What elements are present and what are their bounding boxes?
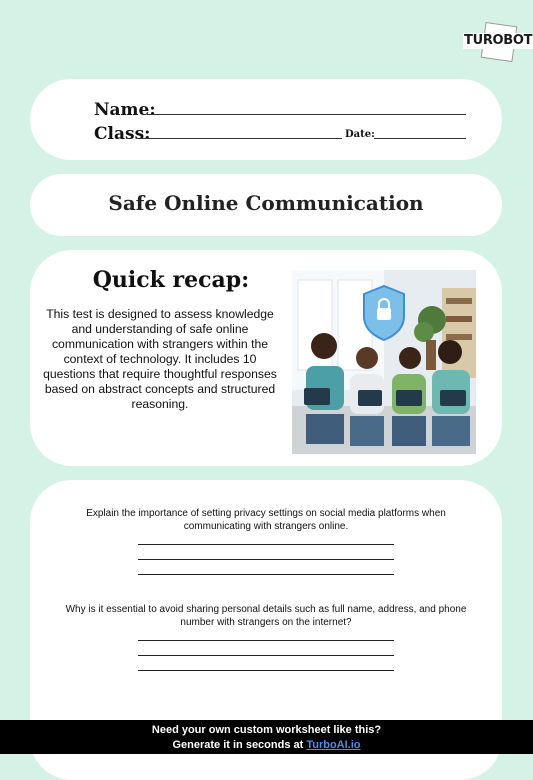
recap-text: This test is designed to assess knowledge and understanding of safe online communication with strangers within the context of technology. It includes 10 questions that require thoughtful responses based on abstract concepts and structured reasoning. xyxy=(43,307,277,411)
question-1: Explain the importance of setting privacy settings on social media platforms when communicating with strangers online. xyxy=(86,508,446,532)
name-field[interactable] xyxy=(147,114,466,115)
recap-heading: Quick recap: xyxy=(92,267,250,293)
answer-line[interactable] xyxy=(138,670,394,671)
class-field[interactable] xyxy=(141,138,342,139)
answer-line[interactable] xyxy=(138,544,394,545)
children-with-tablets-image xyxy=(292,270,476,454)
answer-line[interactable] xyxy=(138,559,394,560)
name-label: Name: xyxy=(94,100,156,120)
date-field[interactable] xyxy=(374,138,466,139)
answer-line[interactable] xyxy=(138,640,394,641)
answer-line[interactable] xyxy=(138,655,394,656)
turbo-link[interactable]: TurboAI.io xyxy=(306,739,361,751)
promo-footer xyxy=(0,720,533,754)
class-label: Class: xyxy=(94,124,151,144)
footer-prefix: Generate it in seconds at xyxy=(172,739,307,751)
page-title: Safe Online Communication xyxy=(108,191,424,215)
footer-line-1: Need your own custom worksheet like this? xyxy=(151,724,382,736)
turobot-logo xyxy=(463,24,533,60)
logo-text: TUROBOT xyxy=(464,33,533,48)
date-label: Date: xyxy=(345,129,375,140)
answer-line[interactable] xyxy=(138,574,394,575)
footer-line-2 xyxy=(0,738,533,753)
question-2: Why is it essential to avoid sharing personal details such as full name, address, and phone number with strangers on the internet? xyxy=(65,604,467,628)
